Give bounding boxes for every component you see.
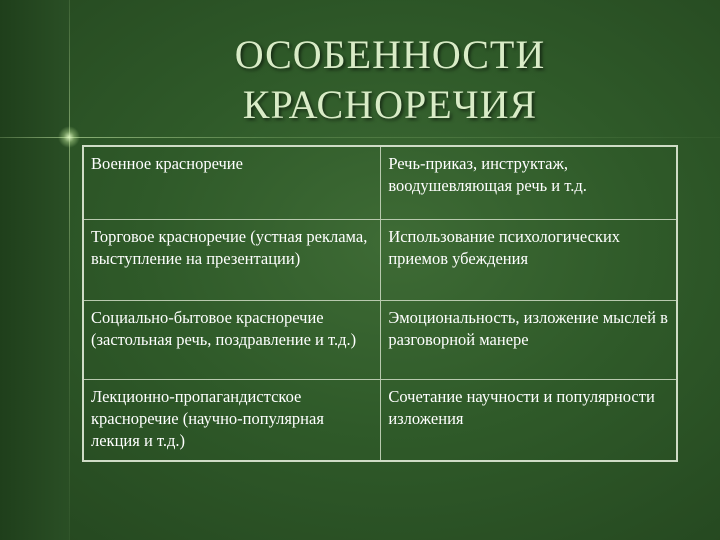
table-row xyxy=(83,220,677,301)
vertical-accent-line xyxy=(69,0,70,540)
eloquence-feature-cell: Использование психологических приемов убеждения xyxy=(381,220,677,301)
slide-title xyxy=(90,30,690,130)
slide-title-line-1: ОСОБЕННОСТИ xyxy=(234,32,546,77)
eloquence-type-cell: Военное красноречие xyxy=(83,146,381,220)
eloquence-type-cell: Лекционно-пропагандистское красноречие (научно-популярная лекция и т.д.) xyxy=(83,380,381,462)
eloquence-type-cell: Социально-бытовое красноречие (застольная речь, поздравление и т.д.) xyxy=(83,301,381,380)
eloquence-type-cell: Торговое красноречие (устная реклама, выступление на презентации) xyxy=(83,220,381,301)
accent-glow xyxy=(58,126,80,148)
horizontal-accent-line xyxy=(0,137,720,138)
eloquence-feature-cell: Речь-приказ, инструктаж, воодушевляющая речь и т.д. xyxy=(381,146,677,220)
table-row xyxy=(83,301,677,380)
left-decorative-band xyxy=(0,0,70,540)
table-row xyxy=(83,380,677,462)
eloquence-table xyxy=(82,145,678,462)
slide-title-line-2: КРАСНОРЕЧИЯ xyxy=(242,82,538,127)
eloquence-feature-cell: Сочетание научности и популярности изложения xyxy=(381,380,677,462)
table-row xyxy=(83,146,677,220)
eloquence-feature-cell: Эмоциональность, изложение мыслей в разговорной манере xyxy=(381,301,677,380)
